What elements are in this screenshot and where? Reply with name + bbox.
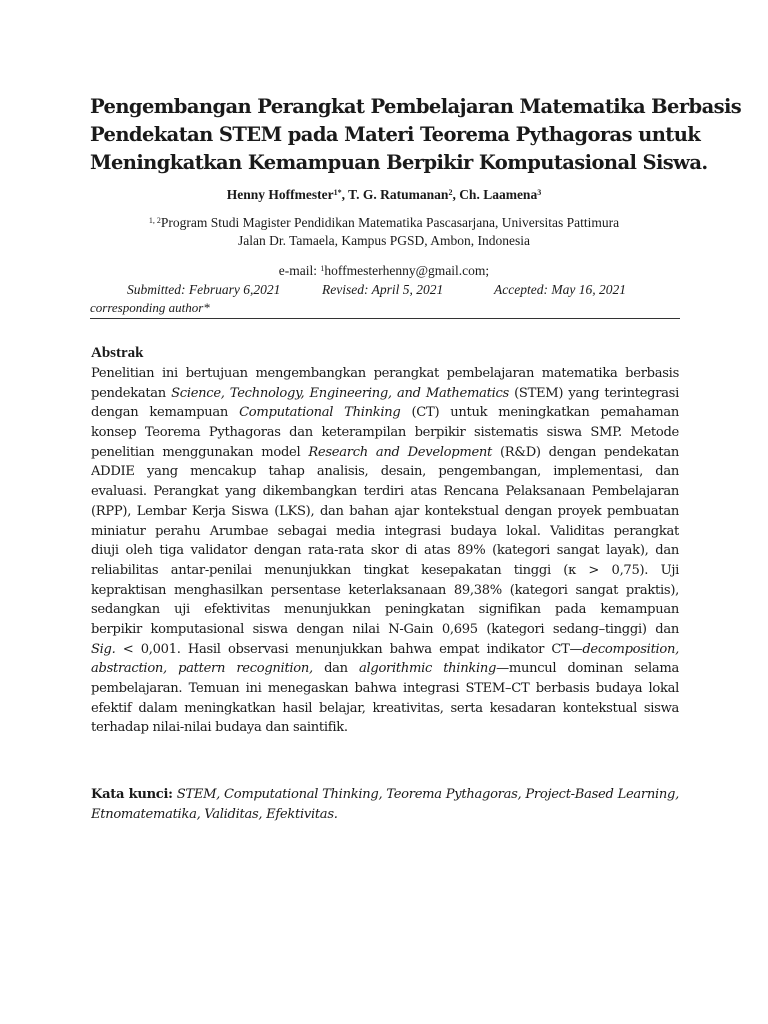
abstract-text: —muncul dominan selama	[496, 661, 679, 677]
abstract-line: miniatur perahu Arumbae sebagai media integrasi budaya lokal. Validitas perangkat	[91, 523, 679, 539]
author-3: Ch. Laamena	[459, 187, 538, 202]
abstract-line	[91, 659, 679, 679]
author-1-sup: 1*	[333, 188, 342, 197]
abstract-line: terhadap nilai-nilai budaya dan saintifik.	[91, 720, 348, 736]
abstract-text: (CT) untuk meningkatkan pemahaman	[400, 405, 679, 421]
keywords-line	[91, 805, 679, 825]
abstract-italic: Research and Development	[308, 444, 492, 460]
abstract-line: konsep Teorema Pythagoras dan keterampilan berpikir sistematis siswa SMP. Metode	[91, 425, 679, 441]
abstract-line: (RPP), Lembar Kerja Siswa (LKS), dan bahan ajar kontekstual dengan proyek pembuatan	[91, 503, 679, 519]
abstract-text: penelitian menggunakan model	[91, 444, 309, 460]
abstract-line: berpikir komputasional siswa dengan nilai N-Gain 0,695 (kategori sedang–tinggi) dan	[91, 621, 679, 637]
abstract-heading: Abstrak	[91, 345, 144, 361]
email-sup: 1	[320, 264, 325, 273]
affiliation	[90, 214, 678, 250]
abstract-line	[91, 384, 679, 404]
keywords-line	[91, 785, 679, 805]
abstract-line: efektif dalam meningkatkan hasil belajar, kreativitas, serta kesadaran kontekstual siswa	[91, 700, 679, 716]
abstract-line: evaluasi. Perangkat yang dikembangkan terdiri atas Rencana Pelaksanaan Pembelajaran	[91, 484, 679, 500]
author-1: Henny Hoffmester	[226, 187, 334, 202]
author-list	[90, 187, 678, 203]
abstract-italic: Science, Technology, Engineering, and Mathematics	[171, 385, 509, 401]
abstract-line: sedangkan uji efektivitas menunjukkan peningkatan signifikan pada kemampuan	[91, 602, 679, 618]
affiliation-line-2: Jalan Dr. Tamaela, Kampus PGSD, Ambon, Indonesia	[237, 233, 531, 248]
abstract-text: dengan kemampuan	[91, 405, 240, 421]
abstract-body	[91, 364, 679, 738]
abstract-line	[91, 403, 679, 423]
abstract-text: dan	[312, 661, 359, 677]
abstract-text: (R&D) dengan pendekatan	[491, 444, 679, 460]
abstract-line: pembelajaran. Temuan ini menegaskan bahwa integrasi STEM–CT berbasis budaya lokal	[91, 681, 679, 696]
title-line-1: Pengembangan Perangkat Pembelajaran Matematika Berbasis	[90, 95, 742, 118]
keywords-label: Kata kunci:	[91, 787, 173, 802]
keywords-text: Etnomatematika, Validitas, Efektivitas.	[91, 807, 338, 822]
email-line	[90, 263, 678, 279]
email-address[interactable]: hoffmesterhenny@gmail.com;	[324, 263, 490, 278]
header-divider	[90, 318, 680, 319]
accepted-date: Accepted: May 16, 2021	[494, 282, 626, 297]
abstract-line: Penelitian ini bertujuan mengembangkan perangkat pembelajaran matematika berbasis	[91, 366, 679, 381]
abstract-line: diuji oleh tiga validator dengan rata-rata skor di atas 89% (kategori sangat layak), dan	[91, 543, 679, 559]
revised-date: Revised: April 5, 2021	[322, 282, 444, 297]
author-separator: ,	[452, 187, 460, 202]
paper-title	[90, 93, 742, 177]
email-label: e-mail:	[278, 263, 321, 278]
abstract-italic: Computational Thinking	[239, 405, 401, 421]
title-line-3: Meningkatkan Kemampuan Berpikir Komputasional Siswa.	[90, 151, 708, 174]
affiliation-line-1	[90, 214, 678, 232]
title-line-2: Pendekatan STEM pada Materi Teorema Pythagoras untuk	[90, 123, 701, 146]
abstract-italic: decomposition,	[582, 641, 679, 657]
submitted-date: Submitted: February 6,2021	[127, 282, 281, 297]
abstract-line: reliabilitas antar-penilai menunjukkan tingkat kesepakatan tinggi (κ > 0,75). Uji	[91, 562, 679, 578]
author-2-sup: 2	[448, 188, 453, 197]
affiliation-program: Program Studi Magister Pendidikan Matematika Pascasarjana, Universitas Pattimura	[160, 215, 620, 230]
author-3-sup: 3	[537, 188, 542, 197]
abstract-italic: Sig.	[91, 641, 116, 657]
keywords-text: STEM, Computational Thinking, Teorema Pythagoras, Project-Based Learning,	[172, 787, 679, 802]
abstract-line	[91, 443, 679, 463]
author-separator: ,	[341, 187, 349, 202]
abstract-italic: abstraction, pattern recognition,	[91, 661, 313, 677]
corresponding-author-note: corresponding author*	[90, 300, 210, 315]
abstract-line: kepraktisan menghasilkan persentase keterlaksanaan 89,38% (kategori sangat praktis),	[91, 582, 679, 598]
keywords	[91, 785, 679, 825]
abstract-text: < 0,001. Hasil observasi menunjukkan bahwa empat indikator CT—	[115, 641, 583, 657]
author-2: T. G. Ratumanan	[348, 187, 449, 202]
affiliation-sup: 1, 2	[148, 216, 161, 225]
abstract-text: pendekatan	[91, 385, 172, 401]
abstract-text: (STEM) yang terintegrasi	[508, 385, 679, 401]
abstract-italic: algorithmic thinking	[358, 661, 497, 677]
abstract-line	[91, 640, 679, 660]
abstract-line: ADDIE yang mencakup tahap analisis, desain, pengembangan, implementasi, dan	[91, 464, 679, 480]
